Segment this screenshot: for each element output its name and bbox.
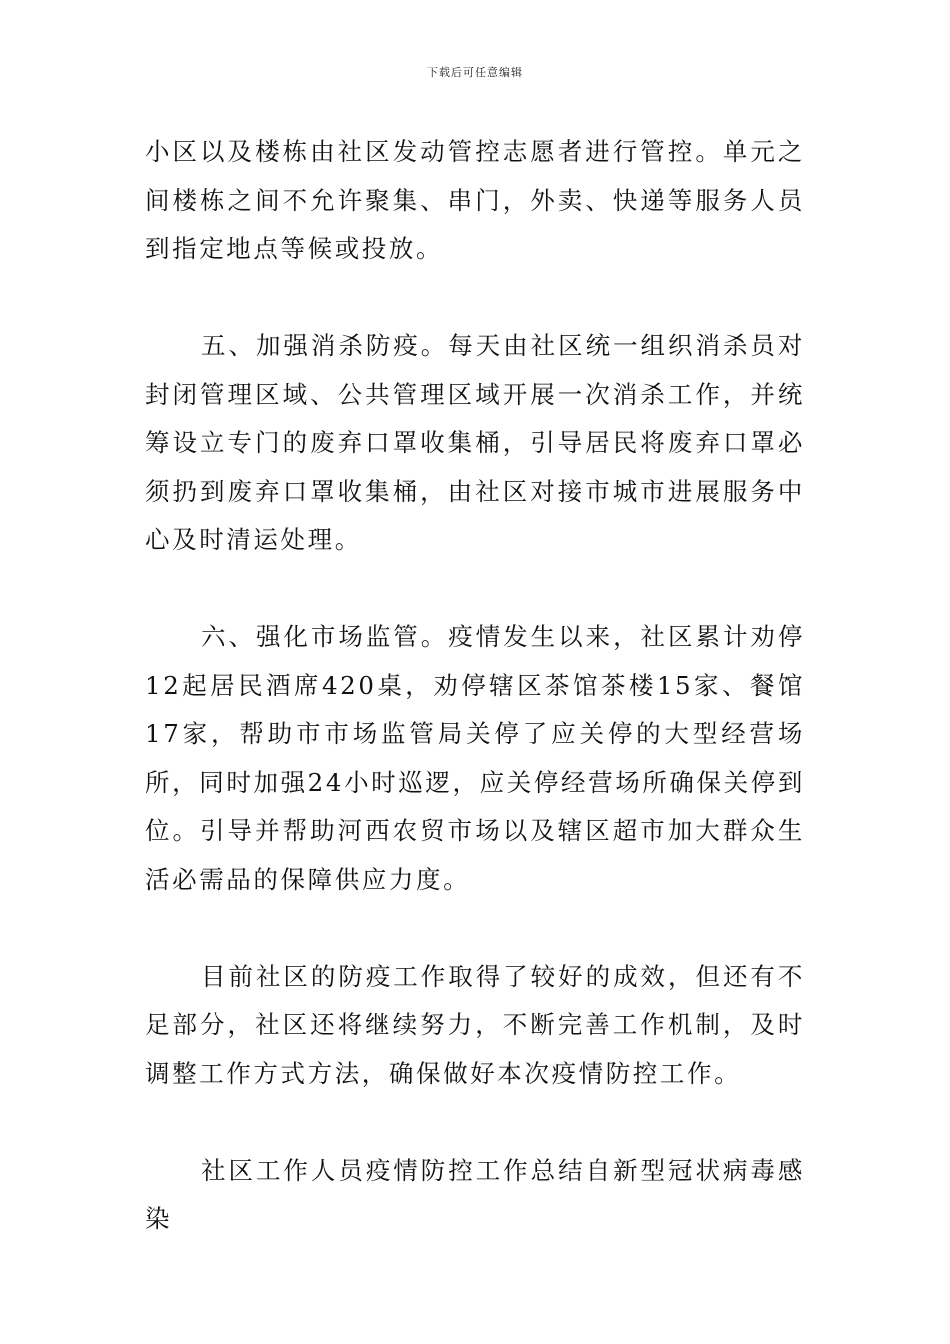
paragraph-next-article: 社区工作人员疫情防控工作总结自新型冠状病毒感染 [145,1155,805,1233]
document-body [145,128,805,1244]
paragraph-gap [145,1098,805,1147]
paragraph-section-6: 六、强化市场监管。疫情发生以来，社区累计劝停12起居民酒席420桌，劝停辖区茶馆茶楼15家、餐馆17家，帮助市市场监管局关停了应关停的大型经营场所，同时加强24小时巡逻，应关停经营场所确保关停到位。引导并帮助河西农贸市场以及辖区超市加大群众生活必需品的保障供应力度。 [145,622,805,894]
paragraph-gap [145,904,805,953]
page-header: 下载后可任意编辑 [427,66,523,79]
paragraph-gap [145,565,805,614]
paragraph-gap [145,274,805,323]
paragraph-summary: 目前社区的防疫工作取得了较好的成效，但还有不足部分，社区还将继续努力，不断完善工作机制，及时调整工作方式方法，确保做好本次疫情防控工作。 [145,961,805,1088]
paragraph-continuation: 小区以及楼栋由社区发动管控志愿者进行管控。单元之间楼栋之间不允许聚集、串门，外卖、快递等服务人员到指定地点等候或投放。 [145,137,805,263]
paragraph-section-5: 五、加强消杀防疫。每天由社区统一组织消杀员对封闭管理区域、公共管理区域开展一次消杀工作，并统筹设立专门的废弃口罩收集桶，引导居民将废弃口罩必须扔到废弃口罩收集桶，由社区对接市城市进展服务中心及时清运处理。 [145,331,805,554]
